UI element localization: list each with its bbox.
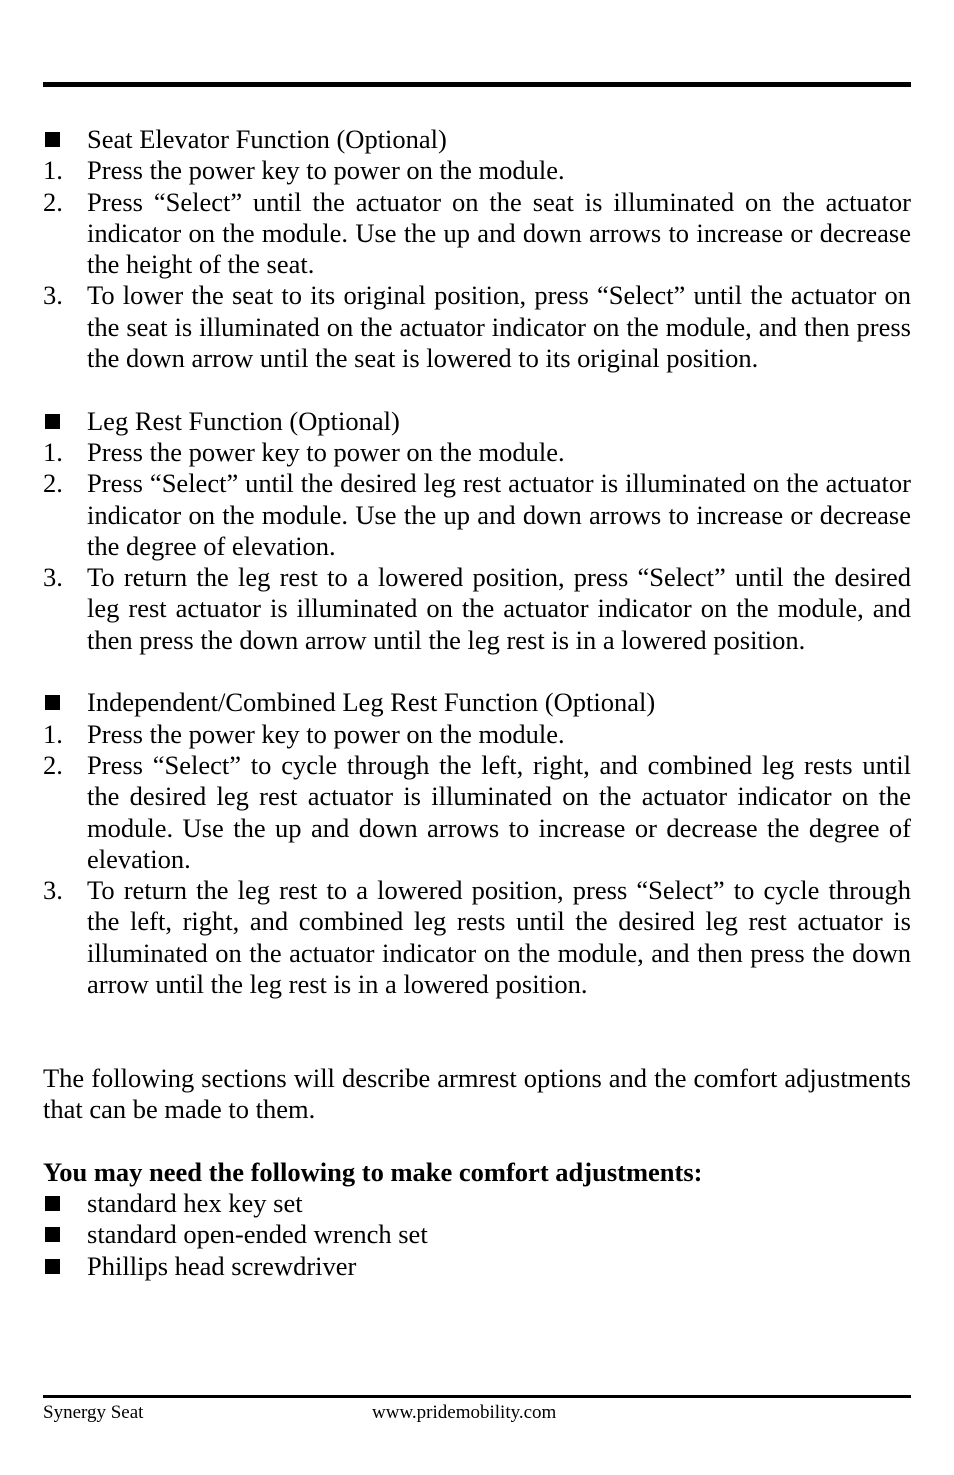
item-number: 1.	[43, 718, 63, 749]
list-item	[43, 562, 911, 656]
section-heading-text: Independent/Combined Leg Rest Function (Optional)	[87, 687, 656, 718]
top-rule	[43, 82, 911, 87]
section-heading-text: Leg Rest Function (Optional)	[87, 405, 400, 436]
footer-rule	[43, 1395, 911, 1398]
item-text: Press the power key to power on the module.	[87, 718, 565, 749]
square-bullet-icon	[45, 1227, 60, 1242]
tools-heading: You may need the following to make comfort adjustments:	[43, 1156, 703, 1187]
item-number: 2.	[43, 186, 63, 217]
tool-text: standard hex key set	[87, 1188, 303, 1219]
list-item	[43, 1251, 911, 1282]
section-seat-elevator	[43, 124, 911, 374]
footer-website: www.pridemobility.com	[372, 1402, 557, 1423]
item-number: 3.	[43, 280, 63, 311]
item-text: Press the power key to power on the module.	[87, 436, 565, 467]
item-text: To lower the seat to its original position, press “Select” until the actuator on the seat is illuminated on the actuator indicator on the module, and then press the down arrow until the seat is lowered to its original position.	[87, 280, 911, 374]
item-number: 2.	[43, 749, 63, 780]
tool-text: Phillips head screwdriver	[87, 1250, 357, 1281]
square-bullet-icon	[45, 695, 60, 710]
list-item	[43, 437, 911, 468]
square-bullet-icon	[45, 1259, 60, 1274]
section-heading	[43, 124, 911, 155]
footer-product-name: Synergy Seat	[43, 1402, 144, 1423]
item-number: 1.	[43, 155, 63, 186]
item-number: 2.	[43, 468, 63, 499]
list-item	[43, 468, 911, 562]
item-text: To return the leg rest to a lowered position, press “Select” to cycle through the left, right, and combined leg rests until the desired leg rest actuator is illuminated on the actuator indicator on the module, and then press the down arrow until the leg rest is in a lowered position.	[87, 875, 911, 1000]
list-item	[43, 719, 911, 750]
item-text: To return the leg rest to a lowered position, press “Select” until the desired leg rest actuator is illuminated on the actuator indicator on the module, and then press the down arrow until the leg rest is in a lowered position.	[87, 562, 911, 655]
list-item	[43, 1219, 911, 1250]
list-item	[43, 1188, 911, 1219]
section-heading-text: Seat Elevator Function (Optional)	[87, 124, 447, 154]
section-independent-combined-leg-rest	[43, 687, 911, 1000]
item-number: 3.	[43, 562, 63, 593]
item-text: Press “Select” until the desired leg rest actuator is illuminated on the actuator indicator on the module. Use the up and down arrows to increase or decrease the degree of elevation.	[87, 468, 911, 561]
section-leg-rest	[43, 406, 911, 656]
square-bullet-icon	[45, 1196, 60, 1211]
section-heading	[43, 687, 911, 718]
square-bullet-icon	[45, 414, 60, 429]
intro-paragraph: The following sections will describe armrest options and the comfort adjustments that can be made to them.	[43, 1062, 911, 1125]
list-item	[43, 280, 911, 374]
item-number: 3.	[43, 875, 63, 906]
page-content	[43, 124, 911, 1282]
section-heading	[43, 406, 911, 437]
square-bullet-icon	[45, 132, 60, 147]
list-item	[43, 875, 911, 1000]
item-text: Press “Select” until the actuator on the seat is illuminated on the actuator indicator on the module. Use the up and down arrows to increase or decrease the height of the seat.	[87, 186, 911, 280]
list-item	[43, 187, 911, 281]
tool-text: standard open-ended wrench set	[87, 1219, 428, 1250]
item-number: 1.	[43, 436, 63, 467]
list-item	[43, 155, 911, 186]
item-text: Press “Select” to cycle through the left, right, and combined leg rests until the desired leg rest actuator is illuminated on the actuator indicator on the module. Use the up and down arrows to increase or decrease the degree of elevation.	[87, 749, 911, 874]
list-item	[43, 750, 911, 875]
tools-list	[43, 1188, 911, 1282]
item-text: Press the power key to power on the module.	[87, 155, 565, 186]
